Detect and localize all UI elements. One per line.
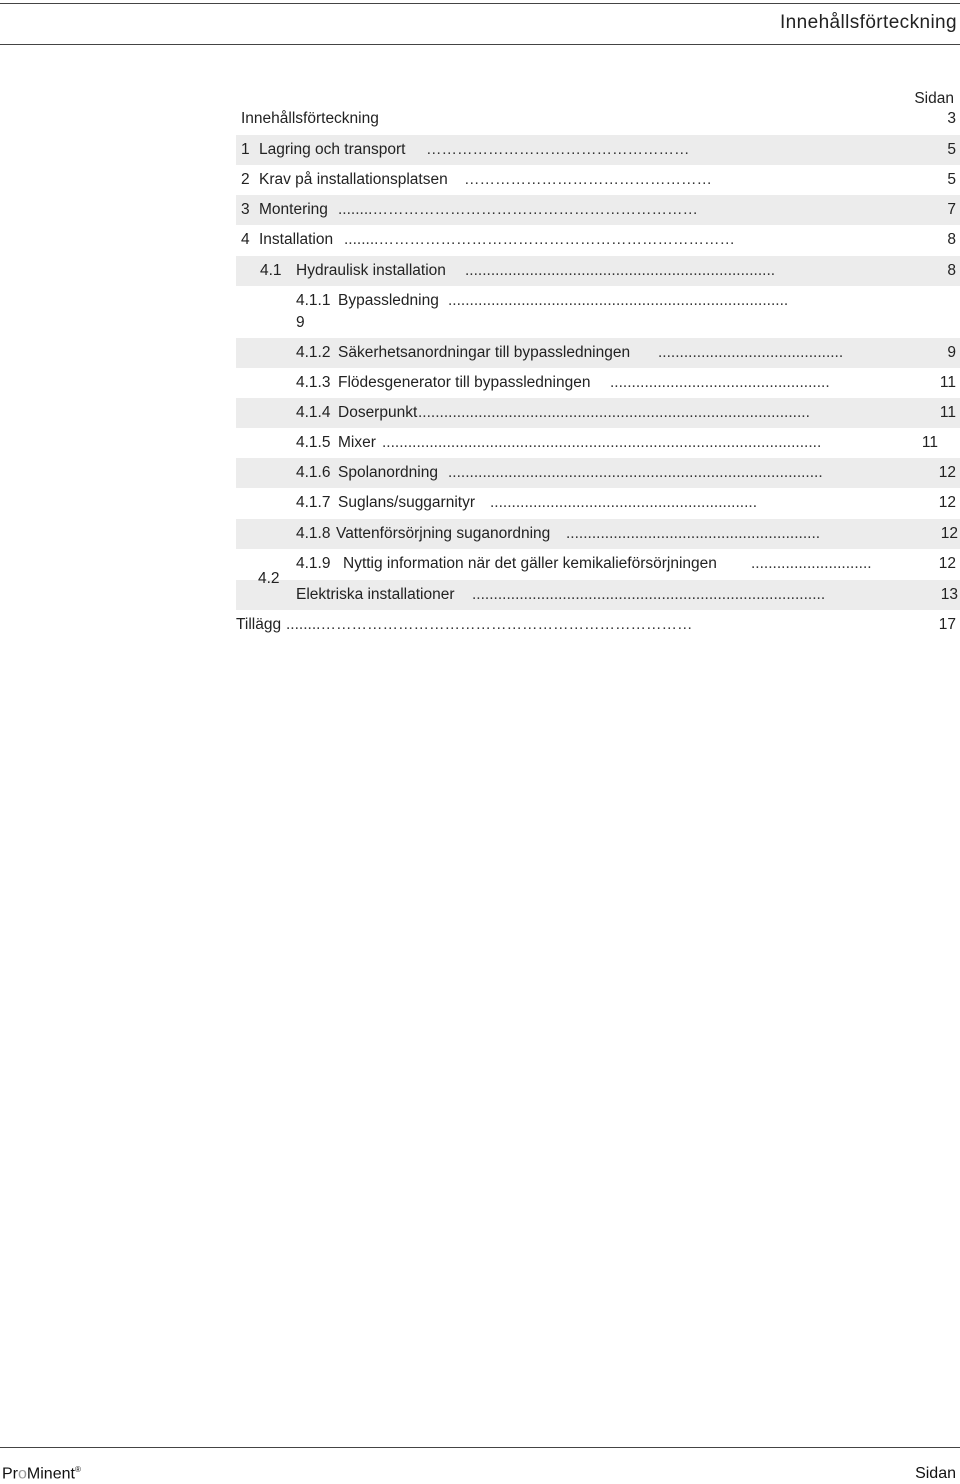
toc-entry-page: 9 [947, 344, 956, 361]
footer-rule [0, 1447, 960, 1448]
toc-leader-dots: ............................................................................... [448, 292, 789, 309]
toc-entry-number: 2 [241, 171, 250, 188]
toc-entry-number: 4.1.7 [296, 494, 331, 511]
toc-entry-page: 5 [947, 171, 956, 188]
toc-entry-2[interactable] [236, 165, 960, 195]
toc-entry-page: 8 [947, 231, 956, 248]
toc-entry-page: 11 [939, 374, 956, 391]
toc-entry-4-1-8[interactable] [236, 519, 960, 549]
toc-entry-number: 4.1.4 [296, 404, 331, 421]
toc-entry-page: 12 [938, 555, 956, 572]
toc-entry-text: Flödesgenerator till bypassledningen [338, 374, 591, 391]
toc-entry-number: 4.1.9 [296, 555, 331, 572]
toc-entry-page: 9 [296, 314, 305, 331]
toc-entry-3[interactable] [236, 195, 960, 225]
toc-entry-number: 3 [241, 201, 250, 218]
toc-entry-text: Installation [259, 231, 334, 248]
toc-entry-page: 12 [938, 494, 956, 511]
toc-leader-dots: .............................................................. [490, 494, 757, 511]
header-bottom-rule [0, 44, 960, 45]
toc-leader-dots: ........................................................................ [465, 262, 776, 279]
toc-entry-number: 4.1.6 [296, 464, 331, 481]
toc-entry-text: Montering [259, 201, 328, 218]
toc-leader-dots: ........……………………………………………………… [338, 201, 698, 218]
toc-leader-dots: ........................................................... [566, 525, 821, 542]
toc-entry-page: 17 [938, 616, 956, 633]
toc-entry-1[interactable] [236, 135, 960, 165]
toc-entry-text: Hydraulisk installation [296, 262, 446, 279]
toc-entry-4-1-2[interactable] [236, 338, 960, 368]
page-column-label: Sidan [914, 90, 954, 107]
toc-entry-4-1-3[interactable] [236, 368, 960, 398]
toc-entry-4-1[interactable] [236, 256, 960, 286]
toc-entry-number: 4.1.5 [296, 434, 331, 451]
toc-entry-4-2[interactable] [236, 570, 960, 610]
toc-leader-dots: ........................................................................................... [418, 404, 810, 421]
toc-entry-contents[interactable] [236, 104, 960, 134]
toc-leader-dots: ...................................................................................................... [382, 434, 822, 451]
toc-entry-4-1-4[interactable] [236, 398, 960, 428]
toc-entry-text: Vattenförsörjning suganordning [336, 525, 551, 542]
toc-entry-text: Bypassledning [338, 292, 439, 309]
toc-leader-dots: ........................................... [658, 344, 844, 361]
footer-page-label: Sidan [915, 1465, 956, 1482]
toc-entry-4-1-1[interactable] [236, 286, 960, 336]
toc-entry-page: 7 [947, 201, 956, 218]
toc-entry-page: 11 [921, 434, 938, 451]
toc-entry-4[interactable] [236, 225, 960, 255]
toc-entry-text: Mixer [338, 434, 376, 451]
toc-entry-number: 4 [241, 231, 250, 248]
toc-entry-text: Doserpunkt [338, 404, 418, 421]
toc-leader-dots: ........…………………………………………………………… [344, 231, 735, 248]
toc-entry-4-1-5[interactable] [236, 428, 960, 458]
toc-entry-text: Elektriska installationer [296, 586, 455, 603]
toc-leader-dots: ................................................... [610, 374, 830, 391]
toc-entry-page: 5 [947, 141, 956, 158]
toc-entry-4-1-9[interactable] [236, 549, 960, 579]
toc-entry-page: 12 [938, 464, 956, 481]
toc-entry-page: 12 [940, 525, 958, 542]
toc-entry-text: Nyttig information när det gäller kemikalieförsörjningen [343, 555, 717, 572]
toc-entry-number: 4.1.8 [296, 525, 331, 542]
brand-logo: ProMinent® [2, 1465, 81, 1483]
toc-entry-4-1-7[interactable] [236, 488, 960, 518]
toc-leader-dots: …………………………………………… [426, 141, 690, 158]
toc-leader-dots: ........……………………………………………………………… [286, 616, 693, 633]
toc-entry-text: Säkerhetsanordningar till bypassledningen [338, 344, 631, 361]
header-top-rule [0, 3, 960, 4]
page-header-title: Innehållsförteckning [780, 12, 957, 33]
toc-entry-page: 13 [940, 586, 958, 603]
toc-entry-number: 4.1.2 [296, 344, 331, 361]
toc-entry-page: 3 [947, 110, 956, 127]
toc-entry-text: Spolanordning [338, 464, 438, 481]
toc-entry-number: 4.1.1 [296, 292, 331, 309]
toc-entry-appendix[interactable] [236, 610, 960, 640]
toc-entry-page: 8 [947, 262, 956, 279]
toc-entry-text: Tillägg [236, 616, 282, 633]
toc-entry-4-1-6[interactable] [236, 458, 960, 488]
toc-entry-text: Lagring och transport [259, 141, 406, 158]
toc-entry-page: 11 [939, 404, 956, 421]
toc-leader-dots: .................................................................................. [472, 586, 826, 603]
toc-entry-text: Suglans/suggarnityr [338, 494, 475, 511]
toc-leader-dots: ………………………………………… [464, 171, 712, 188]
toc-entry-text: Innehållsförteckning [241, 110, 379, 127]
toc-leader-dots: ............................ [751, 555, 872, 572]
toc-leader-dots: ....................................................................................... [448, 464, 823, 481]
toc-entry-number: 1 [241, 141, 250, 158]
toc-entry-number: 4.2 [258, 570, 280, 587]
toc-entry-number: 4.1 [260, 262, 282, 279]
toc-entry-number: 4.1.3 [296, 374, 331, 391]
toc-entry-text: Krav på installationsplatsen [259, 171, 448, 188]
